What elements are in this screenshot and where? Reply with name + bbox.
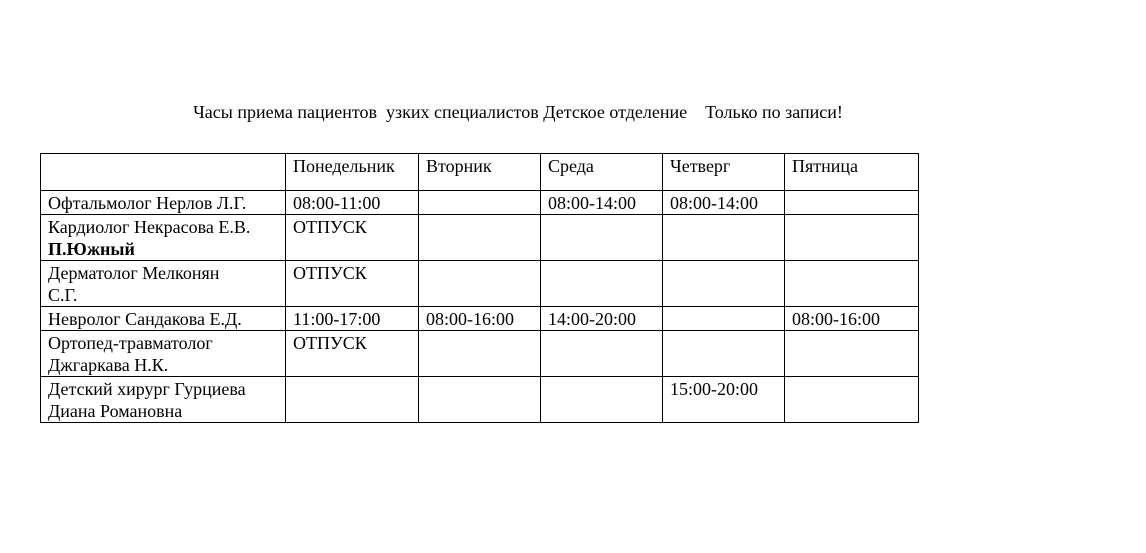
doctor-cell	[41, 307, 286, 331]
table-row	[41, 331, 919, 377]
doctor-cell	[41, 377, 286, 423]
doctor-name: Детский хирург Гурциева	[48, 379, 246, 399]
doctor-cell	[41, 331, 286, 377]
wednesday-cell	[541, 377, 663, 423]
header-cell-monday: Понедельник	[286, 154, 419, 191]
header-cell-friday: Пятница	[785, 154, 919, 191]
doctor-cell	[41, 261, 286, 307]
schedule-table	[40, 153, 919, 423]
thursday-cell	[663, 307, 785, 331]
tuesday-cell	[419, 377, 541, 423]
doctor-cell	[41, 215, 286, 261]
table-row	[41, 377, 919, 423]
monday-cell	[286, 377, 419, 423]
header-cell-doctor	[41, 154, 286, 191]
doctor-name-cont: Диана Романовна	[48, 401, 183, 421]
friday-cell	[785, 261, 919, 307]
table-row	[41, 191, 919, 215]
header-row	[41, 154, 919, 191]
table-row	[41, 261, 919, 307]
thursday-cell	[663, 261, 785, 307]
tuesday-cell	[419, 215, 541, 261]
monday-cell: 11:00-17:00	[286, 307, 419, 331]
thursday-cell	[663, 331, 785, 377]
doctor-name: Офтальмолог Нерлов Л.Г.	[48, 193, 247, 213]
header-cell-thursday: Четверг	[663, 154, 785, 191]
tuesday-cell	[419, 261, 541, 307]
doctor-cell	[41, 191, 286, 215]
wednesday-cell	[541, 331, 663, 377]
tuesday-cell	[419, 331, 541, 377]
monday-cell: 08:00-11:00	[286, 191, 419, 215]
monday-cell: ОТПУСК	[286, 331, 419, 377]
thursday-cell: 15:00-20:00	[663, 377, 785, 423]
doctor-name: Ортопед-травматолог	[48, 333, 213, 353]
monday-cell: ОТПУСК	[286, 215, 419, 261]
monday-cell: ОТПУСК	[286, 261, 419, 307]
document-title: Часы приема пациентов узких специалистов Детское отделение Только по записи!	[193, 102, 843, 122]
wednesday-cell	[541, 215, 663, 261]
doctor-location: П.Южный	[48, 239, 135, 259]
doctor-name: Кардиолог Некрасова Е.В.	[48, 217, 251, 237]
tuesday-cell	[419, 191, 541, 215]
wednesday-cell	[541, 261, 663, 307]
doctor-name-cont: С.Г.	[48, 285, 78, 305]
friday-cell	[785, 377, 919, 423]
friday-cell: 08:00-16:00	[785, 307, 919, 331]
friday-cell	[785, 331, 919, 377]
wednesday-cell: 08:00-14:00	[541, 191, 663, 215]
friday-cell	[785, 191, 919, 215]
tuesday-cell: 08:00-16:00	[419, 307, 541, 331]
friday-cell	[785, 215, 919, 261]
header-cell-tuesday: Вторник	[419, 154, 541, 191]
header-cell-wednesday: Среда	[541, 154, 663, 191]
wednesday-cell: 14:00-20:00	[541, 307, 663, 331]
doctor-name: Дерматолог Мелконян	[48, 263, 220, 283]
thursday-cell	[663, 215, 785, 261]
table-row	[41, 307, 919, 331]
thursday-cell: 08:00-14:00	[663, 191, 785, 215]
doctor-name-cont: Джгаркава Н.К.	[48, 355, 169, 375]
doctor-name: Невролог Сандакова Е.Д.	[48, 309, 242, 329]
table-row	[41, 215, 919, 261]
